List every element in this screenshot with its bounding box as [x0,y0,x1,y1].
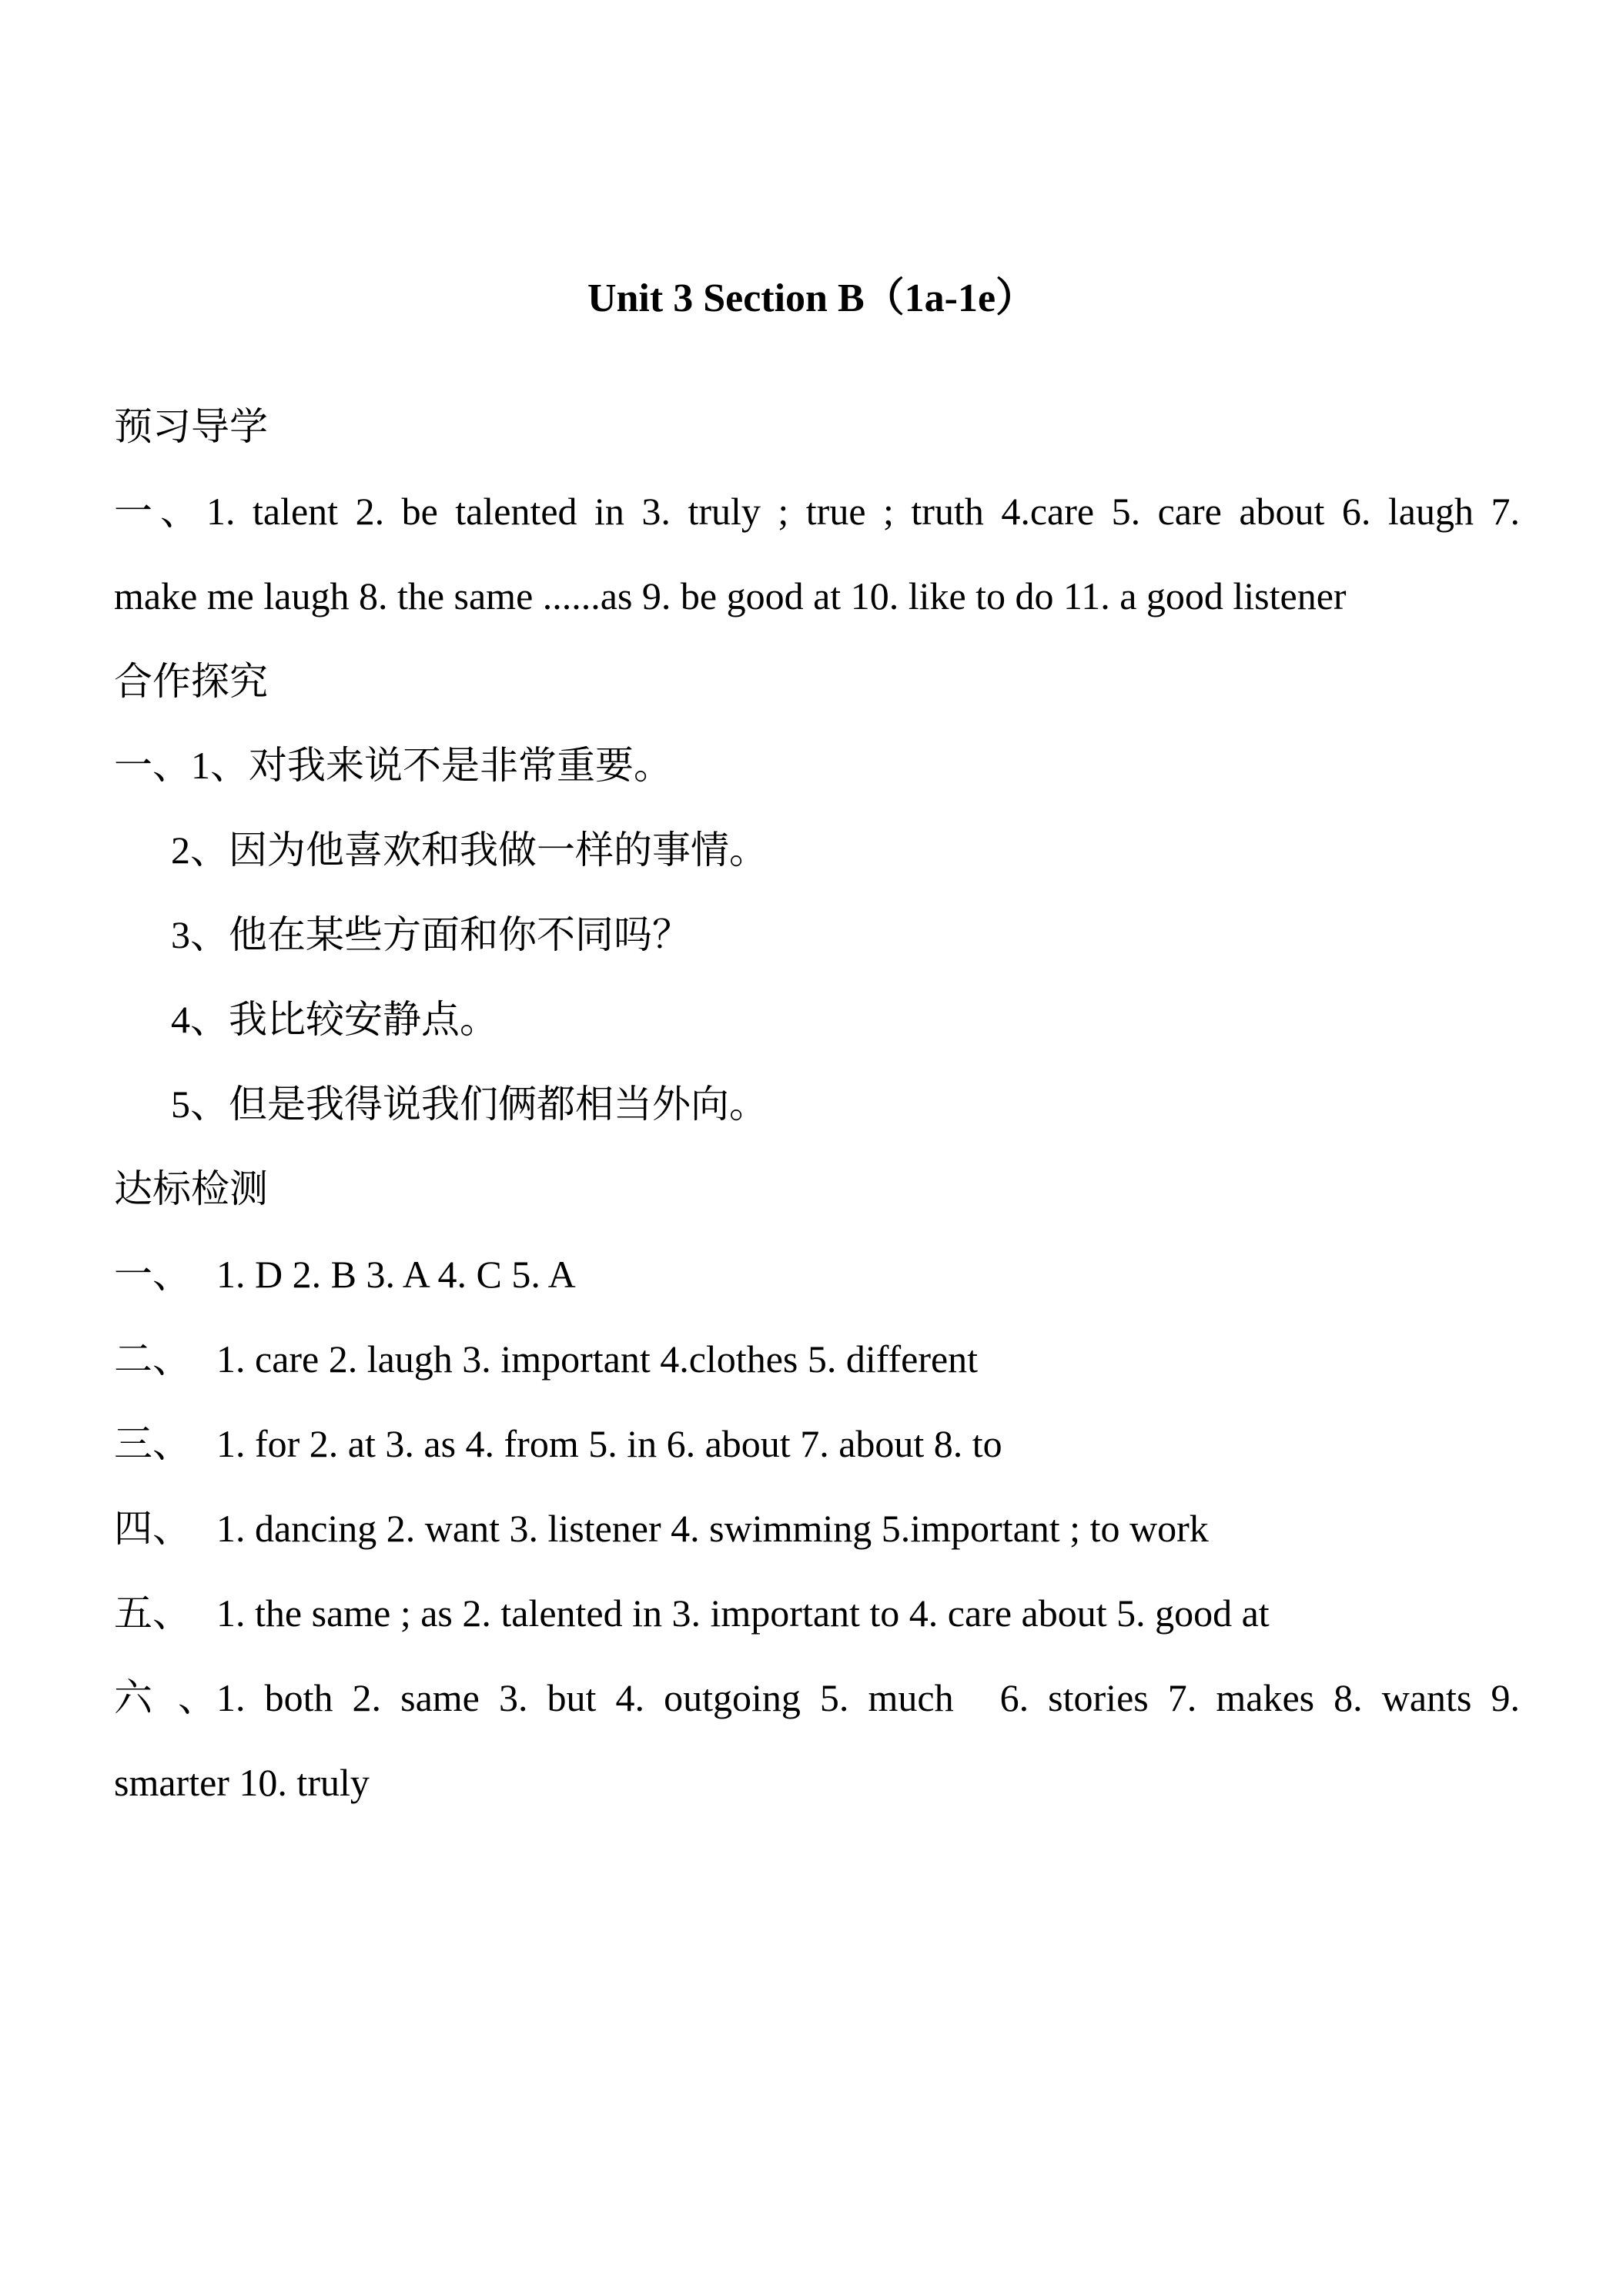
assessment-row-2 [114,1328,978,1390]
assessment-row-label: 六、 [114,1676,216,1719]
assessment-row-label: 二、 [114,1337,191,1381]
assessment-row-6 [114,1667,1520,1729]
cooperation-item-5: 5、但是我得说我们俩都相当外向。 [171,1083,768,1126]
assessment-row-1 [114,1243,576,1305]
section-heading-preview: 预习导学 [114,405,268,448]
cooperation-item-2: 2、因为他喜欢和我做一样的事情。 [171,828,768,872]
assessment-row-label: 五、 [114,1591,191,1635]
cooperation-item-3: 3、他在某些方面和你不同吗？ [171,913,691,956]
assessment-row-text: 1. care 2. laugh 3. important 4.clothes 5. different [216,1337,979,1381]
assessment-row-text-continued: 6. stories 7. makes 8. wants 9. [999,1676,1520,1719]
assessment-row-text: 1. the same ; as 2. talented in 3. important to 4. care about 5. good at [216,1591,1270,1635]
assessment-row-label: 三、 [114,1422,191,1465]
assessment-row-text: 1. both 2. same 3. but 4. outgoing 5. much [216,1676,954,1719]
assessment-row-6-continued: smarter 10. truly [114,1761,370,1804]
assessment-row-text: 1. dancing 2. want 3. listener 4. swimming 5.important ; to work [216,1507,1209,1550]
cooperation-item-1: 一、1、对我来说不是非常重要。 [114,744,672,787]
assessment-row-text: 1. for 2. at 3. as 4. from 5. in 6. about 7. about 8. to [216,1422,1002,1465]
assessment-row-3 [114,1413,1002,1474]
cooperation-item-4: 4、我比较安静点。 [171,998,498,1041]
assessment-row-label: 四、 [114,1507,191,1550]
page-title: Unit 3 Section B（1a-1e） [587,276,1036,320]
assessment-row-4 [114,1498,1209,1559]
section-heading-assessment: 达标检测 [114,1167,268,1210]
preview-answers-line-1: 一、1. talent 2. be talented in 3. truly ; true ; truth 4.care 5. care about 6. laugh 7. [114,490,1520,533]
assessment-row-label: 一、 [114,1253,191,1296]
assessment-row-text: 1. D 2. B 3. A 4. C 5. A [216,1253,576,1296]
preview-answers-line-2: make me laugh 8. the same ......as 9. be good at 10. like to do 11. a good listener [114,574,1347,618]
section-heading-cooperation: 合作探究 [114,660,268,703]
assessment-row-5 [114,1582,1270,1644]
